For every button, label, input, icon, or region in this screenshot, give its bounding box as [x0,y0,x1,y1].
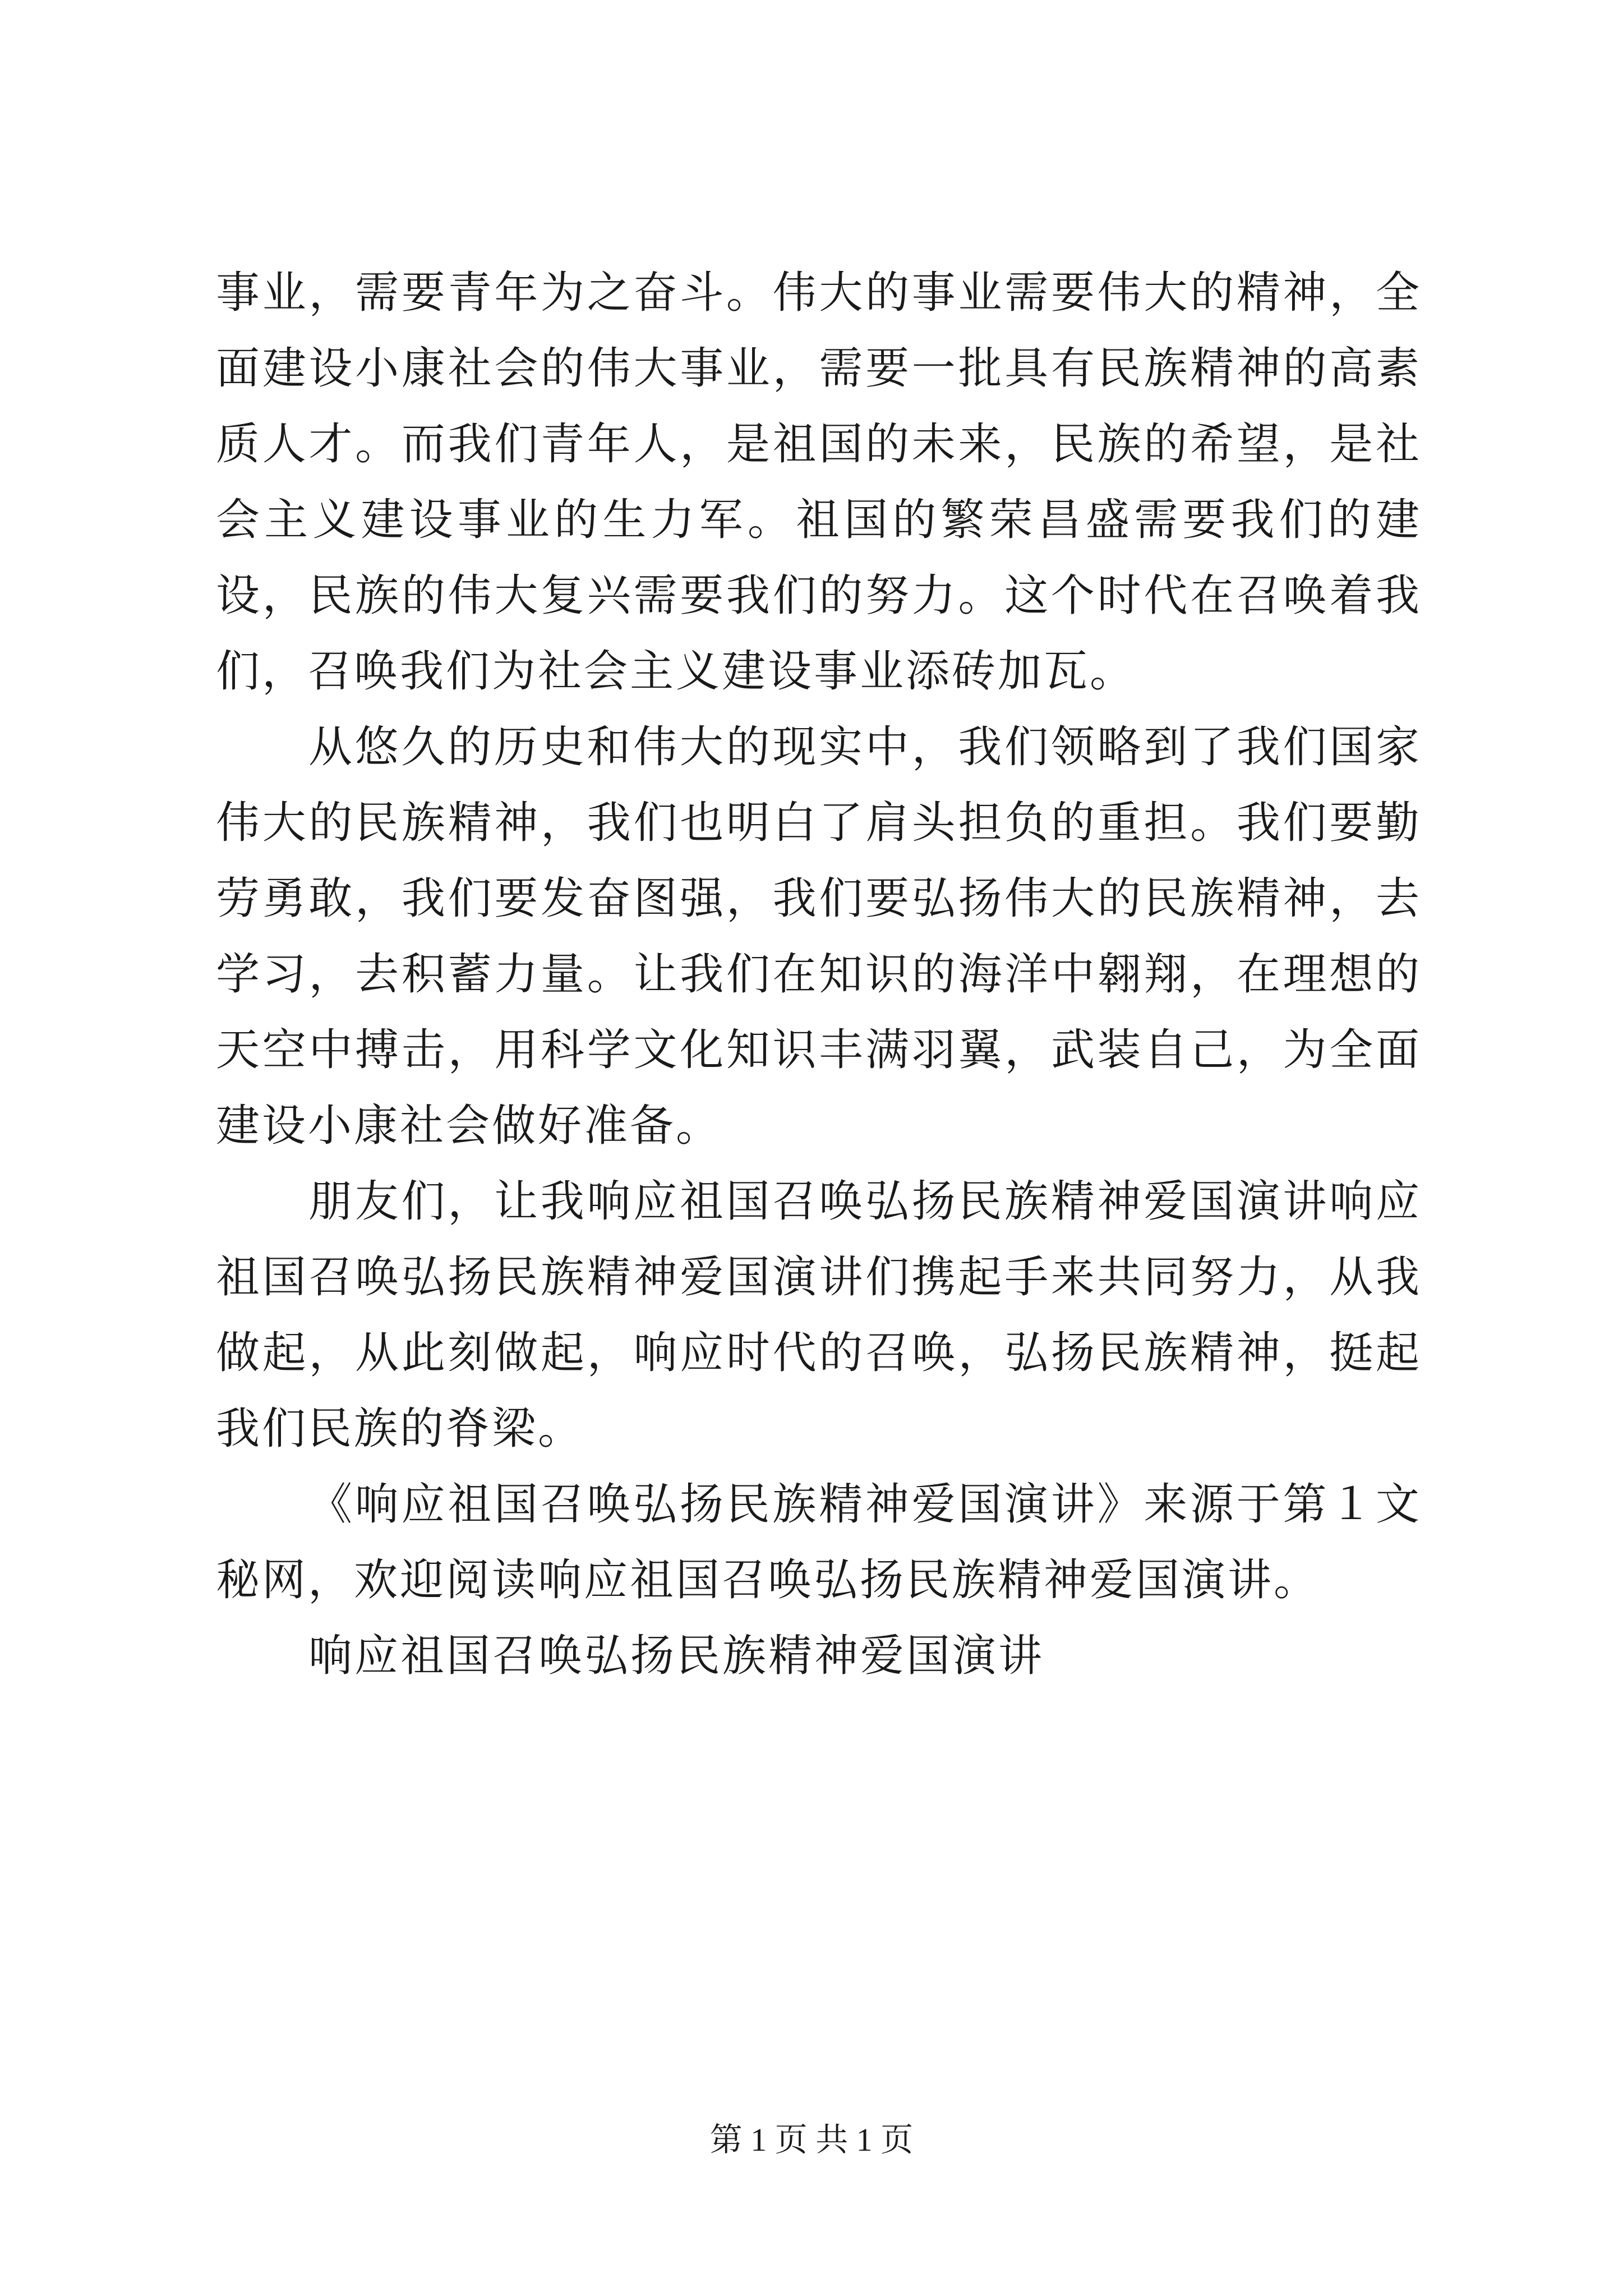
paragraph-5: 响应祖国召唤弘扬民族精神爱国演讲 [308,1631,1045,1681]
paragraph-3: 朋友们，让我响应祖国召唤弘扬民族精神爱国演讲响应祖国召唤弘扬民族精神爱国演讲们携起手来共同努力，从我做起，从此刻做起，响应时代的召唤，弘扬民族精神，挺起我们民族的脊梁。 [216,1176,1422,1454]
page-footer: 第 1 页 共 1 页 [709,2122,914,2158]
paragraph-2: 从悠久的历史和伟大的现实中，我们领略到了我们国家伟大的民族精神，我们也明白了肩头担负的重担。我们要勤劳勇敢，我们要发奋图强，我们要弘扬伟大的民族精神，去学习，去积蓄力量。让我们在知识的海洋中翱翔，在理想的天空中搏击，用科学文化知识丰满羽翼，武装自己，为全面建设小康社会做好准备。 [216,722,1422,1151]
document-body [216,255,1422,1694]
paragraph-1: 事业，需要青年为之奋斗。伟大的事业需要伟大的精神，全面建设小康社会的伟大事业，需要一批具有民族精神的高素质人才。而我们青年人，是祖国的未来，民族的希望，是社会主义建设事业的生力军。祖国的繁荣昌盛需要我们的建设，民族的伟大复兴需要我们的努力。这个时代在召唤着我们，召唤我们为社会主义建设事业添砖加瓦。 [216,268,1422,697]
paragraph-4: 《响应祖国召唤弘扬民族精神爱国演讲》来源于第１文秘网，欢迎阅读响应祖国召唤弘扬民族精神爱国演讲。 [216,1479,1422,1605]
